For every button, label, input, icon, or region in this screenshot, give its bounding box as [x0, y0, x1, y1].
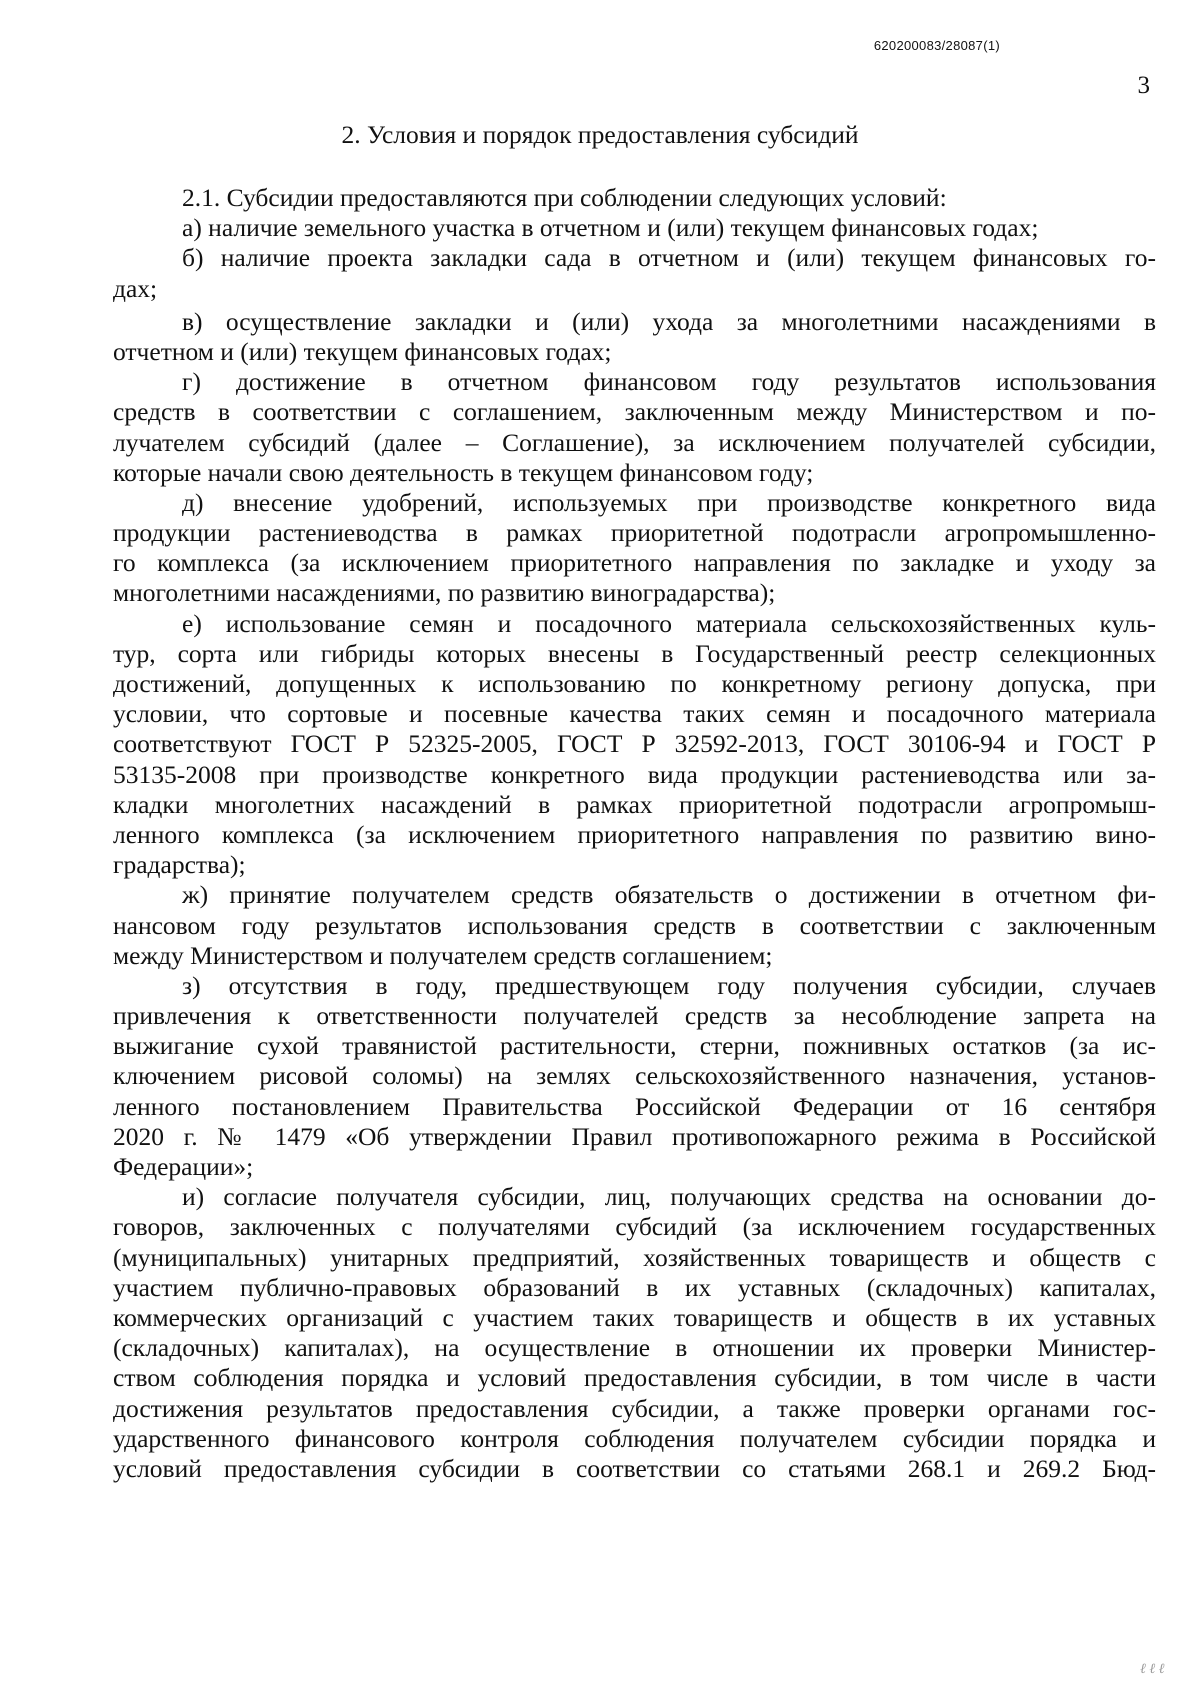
paragraph-line: которые начали свою деятельность в текущем финансовом году;: [113, 457, 814, 487]
paragraph-line: привлечения к ответственности получателей средств за несоблюдение запрета на: [113, 1001, 1156, 1031]
paragraph-line: е) использование семян и посадочного материала сельскохозяйственных куль-: [182, 608, 1156, 638]
paragraph-line: условии, что сортовые и посевные качества таких семян и посадочного материала: [113, 699, 1156, 729]
paragraph-line: градарства);: [113, 850, 246, 880]
paragraph-line: 53135-2008 при производстве конкретного вида продукции растениеводства или за-: [113, 759, 1156, 789]
paragraph-line: з) отсутствия в году, предшествующем году получения субсидии, случаев: [182, 970, 1156, 1000]
paragraph-line: коммерческих организаций с участием таких товариществ и обществ в их уставных: [113, 1302, 1156, 1332]
paragraph-line: кладки многолетних насаждений в рамках приоритетной подотрасли агропромыш-: [113, 789, 1156, 819]
paragraph-line: нансовом году результатов использования средств в соответствии с заключенным: [113, 910, 1156, 940]
paragraph-line: Федерации»;: [113, 1152, 254, 1181]
body-text: [113, 183, 1156, 1484]
paragraph-line: тур, сорта или гибриды которых внесены в Государственный реестр селекционных: [113, 638, 1156, 668]
paragraph-line: ством соблюдения порядка и условий предоставления субсидии, в том числе в части: [113, 1363, 1156, 1393]
paragraph-line: и) согласие получателя субсидии, лиц, получающих средства на основании до-: [182, 1182, 1156, 1212]
paragraph-line: ленного комплекса (за исключением приоритетного направления по развитию вино-: [113, 819, 1156, 849]
paragraph-line: ж) принятие получателем средств обязательств о достижении в отчетном фи-: [182, 880, 1156, 910]
paragraph-line: между Министерством и получателем средств соглашением;: [113, 940, 773, 970]
paragraph-line: ленного постановлением Правительства Российской Федерации от 16 сентября: [113, 1091, 1156, 1121]
paragraph-line: отчетном и (или) текущем финансовых годах;: [113, 336, 612, 366]
paragraph-line: 2020 г. № 1479 «Об утверждении Правил противопожарного режима в Российской: [113, 1121, 1156, 1151]
paragraph-line: средств в соответствии с соглашением, заключенным между Министерством и по-: [113, 397, 1156, 427]
paragraph-line: участием публично-правовых образований в их уставных (складочных) капиталах,: [113, 1272, 1156, 1302]
handwritten-mark: ℓ ℓ ℓ: [1140, 1662, 1165, 1677]
paragraph-line: го комплекса (за исключением приоритетного направления по закладке и уходу за: [113, 548, 1156, 578]
paragraph-line: многолетними насаждениями, по развитию виноградарства);: [113, 578, 776, 608]
page-number: 3: [1137, 72, 1150, 99]
paragraph-line: г) достижение в отчетном финансовом году результатов использования: [182, 367, 1156, 397]
paragraph-line: продукции растениеводства в рамках приоритетной подотрасли агропромышленно-: [113, 518, 1156, 548]
paragraph-line: достижений, допущенных к использованию по конкретному региону допуска, при: [113, 669, 1156, 698]
paragraph-line: в) осуществление закладки и (или) ухода за многолетними насаждениями в: [182, 306, 1156, 336]
paragraph-line: выжигание сухой травянистой растительности, стерни, пожнивных остатков (за ис-: [113, 1031, 1156, 1061]
section-title: 2. Условия и порядок предоставления субсидий: [341, 120, 859, 149]
paragraph-line: лучателем субсидий (далее – Соглашение), за исключением получателей субсидии,: [113, 427, 1156, 457]
paragraph-line: дах;: [113, 273, 158, 303]
paragraph-line: ключением рисовой соломы) на землях сельскохозяйственного назначения, установ-: [113, 1061, 1156, 1091]
paragraph-line: достижения результатов предоставления субсидии, а также проверки органами гос-: [113, 1393, 1156, 1423]
paragraph-line: ударственного финансового контроля соблюдения получателем субсидии порядка и: [113, 1423, 1156, 1453]
document-id: 620200083/28087(1): [873, 38, 1000, 53]
paragraph-line: д) внесение удобрений, используемых при производстве конкретного вида: [182, 487, 1156, 517]
paragraph-line: б) наличие проекта закладки сада в отчетном и (или) текущем финансовых го-: [182, 243, 1156, 273]
paragraph-line: 2.1. Субсидии предоставляются при соблюдении следующих условий:: [182, 183, 947, 212]
paragraph-line: соответствуют ГОСТ Р 52325-2005, ГОСТ Р 32592-2013, ГОСТ 30106-94 и ГОСТ Р: [113, 729, 1156, 759]
paragraph-line: условий предоставления субсидии в соответствии со статьями 268.1 и 269.2 Бюд-: [113, 1453, 1156, 1483]
paragraph-line: говоров, заключенных с получателями субсидий (за исключением государственных: [113, 1212, 1156, 1242]
paragraph-line: а) наличие земельного участка в отчетном и (или) текущем финансовых годах;: [182, 213, 1039, 243]
paragraph-line: (складочных) капиталах), на осуществление в отношении их проверки Министер-: [113, 1333, 1156, 1363]
paragraph-line: (муниципальных) унитарных предприятий, хозяйственных товариществ и обществ с: [113, 1242, 1156, 1272]
